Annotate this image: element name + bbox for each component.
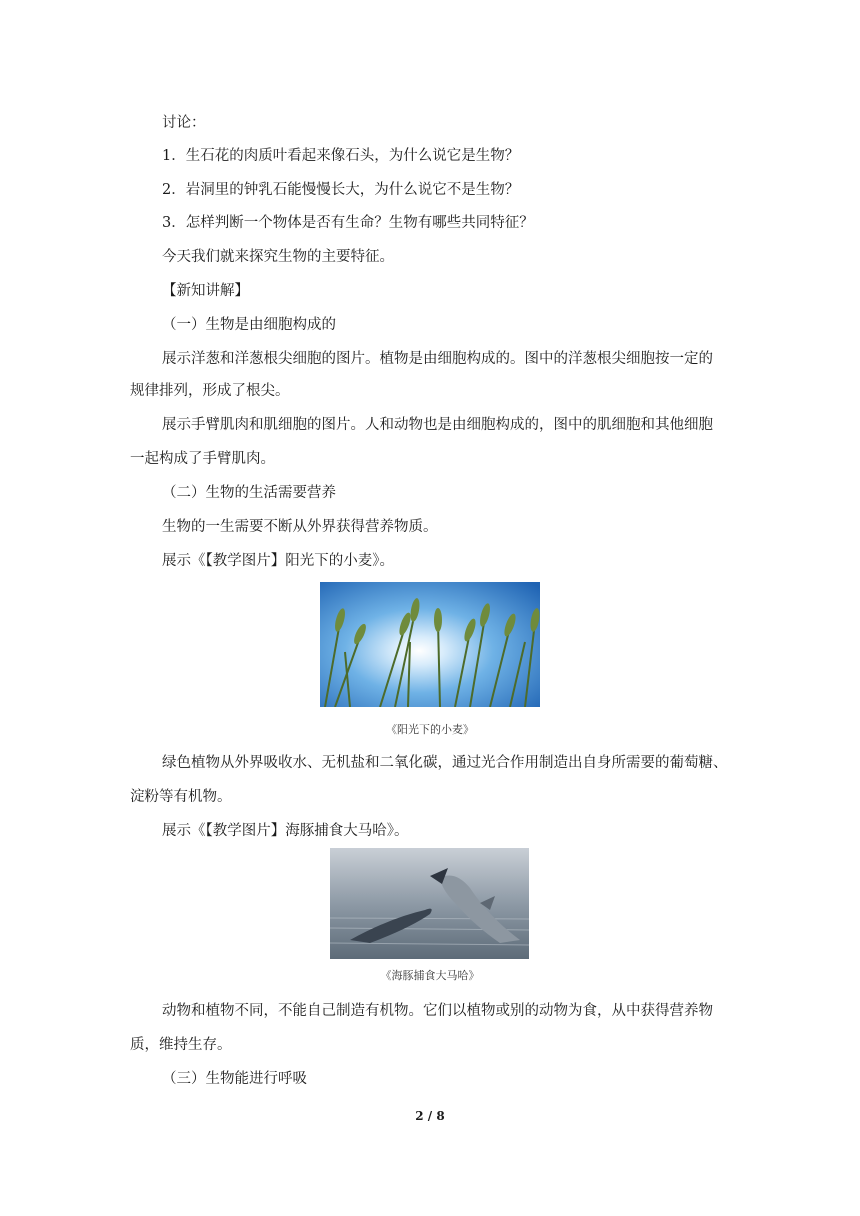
discussion-heading: 讨论： xyxy=(162,115,206,131)
paragraph-line: 展示《【教学图片】阳光下的小麦》。 xyxy=(162,553,394,569)
paragraph-line: 动物和植物不同，不能自己制造有机物。它们以植物或别的动物为食，从中获得营养物 xyxy=(162,1003,713,1019)
paragraph-line: 展示手臂肌肉和肌细胞的图片。人和动物也是由细胞构成的，图中的肌细胞和其他细胞 xyxy=(162,417,713,433)
paragraph-line: 规律排列，形成了根尖。 xyxy=(130,383,290,399)
subheading-1: （一）生物是由细胞构成的 xyxy=(162,317,336,333)
paragraph-line: 质，维持生存。 xyxy=(130,1037,232,1053)
question-1: 1．生石花的肉质叶看起来像石头，为什么说它是生物？ xyxy=(162,148,520,164)
subheading-2: （二）生物的生活需要营养 xyxy=(162,485,336,501)
section-heading: 【新知讲解】 xyxy=(162,283,249,299)
paragraph-line: 绿色植物从外界吸收水、无机盐和二氧化碳，通过光合作用制造出自身所需要的葡萄糖、 xyxy=(162,755,728,771)
question-3: 3．怎样判断一个物体是否有生命？生物有哪些共同特征？ xyxy=(162,215,534,231)
subheading-3: （三）生物能进行呼吸 xyxy=(162,1071,307,1087)
paragraph-line: 淀粉等有机物。 xyxy=(130,789,232,805)
paragraph-line: 一起构成了手臂肌肉。 xyxy=(130,451,275,467)
wheat-caption: 《阳光下的小麦》 xyxy=(386,723,474,736)
paragraph-line: 展示洋葱和洋葱根尖细胞的图片。植物是由细胞构成的。图中的洋葱根尖细胞按一定的 xyxy=(162,351,713,367)
paragraph-line: 生物的一生需要不断从外界获得营养物质。 xyxy=(162,519,438,535)
paragraph-line: 展示《【教学图片】海豚捕食大马哈》。 xyxy=(162,823,409,839)
intro-line: 今天我们就来探究生物的主要特征。 xyxy=(162,249,394,265)
dolphin-image xyxy=(330,848,529,959)
page-number: 2 / 8 xyxy=(415,1109,445,1123)
dolphin-caption: 《海豚捕食大马哈》 xyxy=(380,969,480,982)
wheat-image xyxy=(320,582,540,707)
question-2: 2．岩洞里的钟乳石能慢慢长大，为什么说它不是生物？ xyxy=(162,182,520,198)
